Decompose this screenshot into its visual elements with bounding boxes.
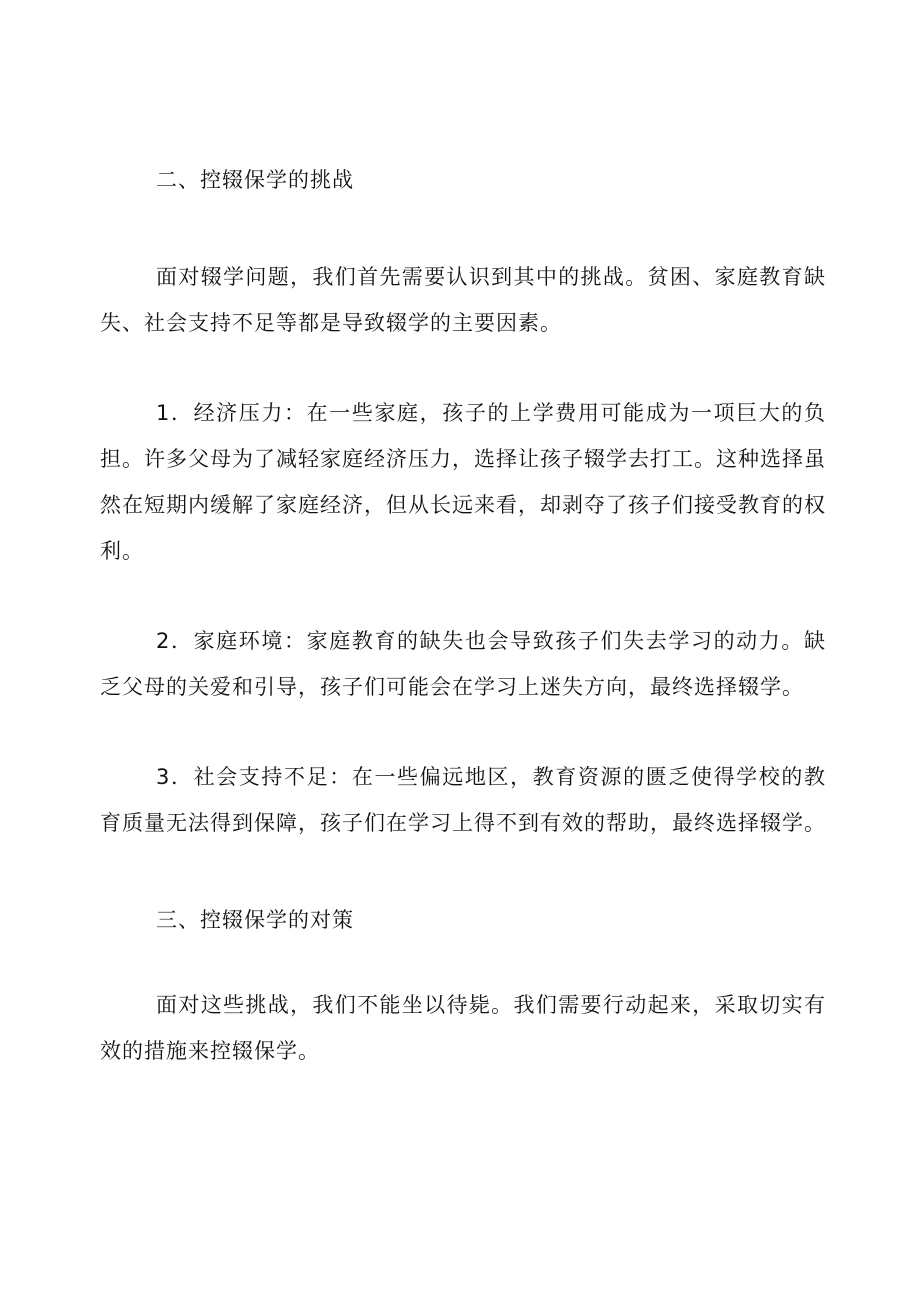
paragraph-countermeasures-intro: 面对这些挑战，我们不能坐以待毙。我们需要行动起来，采取切实有效的措施来控辍保学。 (100, 993, 826, 1063)
spacer (100, 202, 826, 254)
section-heading-challenges: 二、控辍保学的挑战 (156, 168, 354, 192)
paragraph-point-family-environment: 2．家庭环境：家庭教育的缺失也会导致孩子们失去学习的动力。缺乏父母的关爱和引导，孩子们可能会在学习上迷失方向，最终选择辍学。 (100, 629, 826, 699)
paragraph-point-economic-pressure: 1．经济压力：在一些家庭，孩子的上学费用可能成为一项巨大的负担。许多父母为了减轻家庭经济压力，选择让孩子辍学去打工。这种选择虽然在短期内缓解了家庭经济，但从长远来看，却剥夺了孩子们接受教育的权利。 (100, 401, 826, 563)
document-body (100, 158, 826, 1074)
spacer (100, 710, 826, 754)
paragraph-point-social-support: 3．社会支持不足：在一些偏远地区，教育资源的匮乏使得学校的教育质量无法得到保障，孩子们在学习上得不到有效的帮助，最终选择辍学。 (100, 765, 826, 835)
spacer (100, 846, 826, 898)
spacer (100, 346, 826, 390)
spacer (100, 574, 826, 618)
paragraph-challenges-intro: 面对辍学问题，我们首先需要认识到其中的挑战。贫困、家庭教育缺失、社会支持不足等都是导致辍学的主要因素。 (100, 265, 826, 335)
spacer (100, 942, 826, 982)
section-heading-countermeasures: 三、控辍保学的对策 (156, 908, 354, 932)
